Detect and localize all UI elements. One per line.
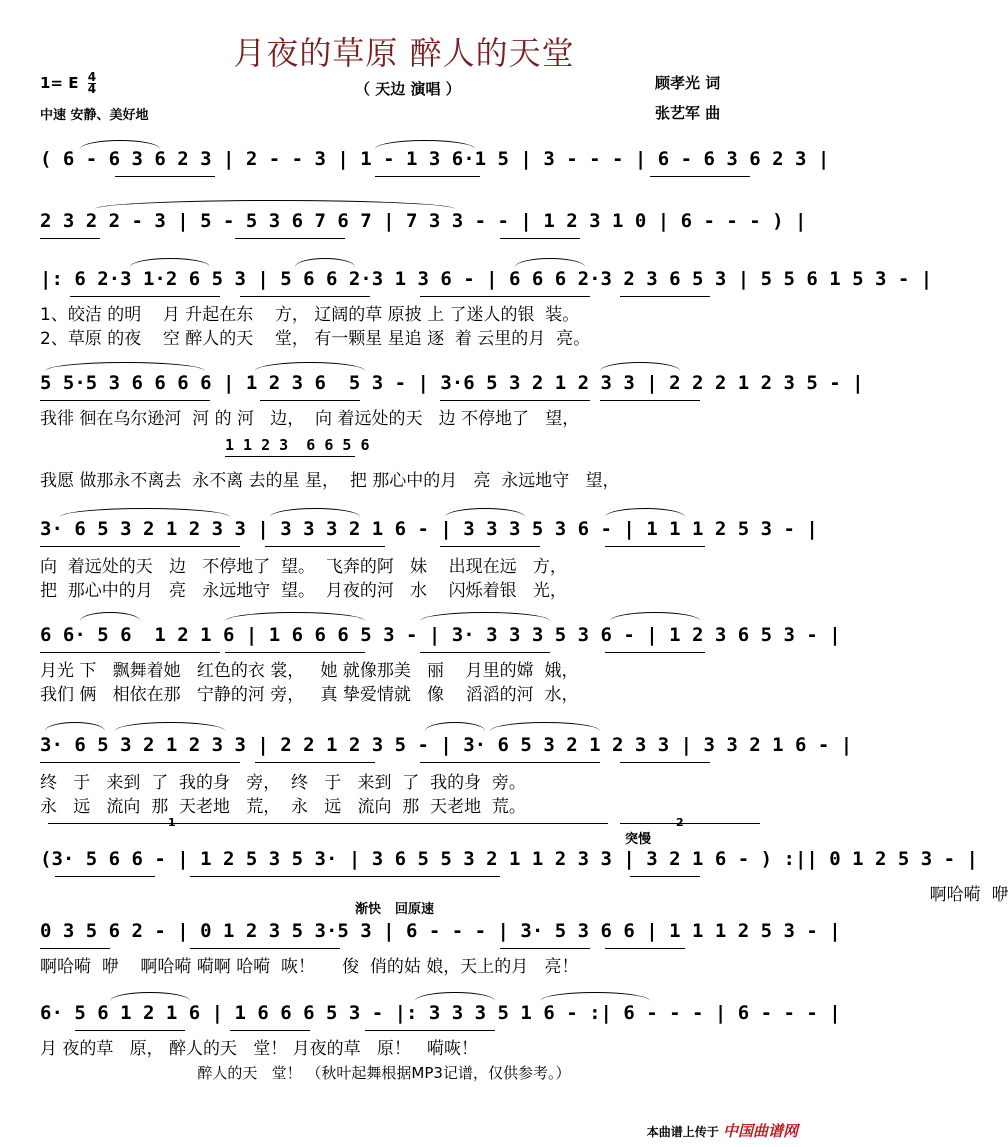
footer (647, 1120, 798, 1141)
lyricist-credit: 顾孝光 词 (655, 74, 721, 92)
lyric-line-8-v1: 终 于 来到 了 我的身 旁， 终 于 来到 了 我的身 旁。 (40, 773, 526, 793)
lyric-line-7-v1: 月光 下 飘舞着她 红色的衣 裳， 她 就像那美 丽 月里的嫦 娥， (40, 661, 579, 681)
tempo-mark-accel: 渐快 (355, 902, 382, 917)
tempo-marking: 中速 安静、美好地 (40, 108, 149, 123)
notation-line-10: 0 3 5 6 2 - | 0 1 2 3 5 3·5 3 | 6 - - - | 3· 5 3 6 6 | 1 1 1 2 5 3 - | (40, 920, 841, 942)
notation-line-1: ( 6 - 6 3 6 2 3 | 2 - - 3 | 1 - 1 3 6·1 5 | 3 - - - | 6 - 6 3 6 2 3 | (40, 148, 830, 170)
time-bottom: 4 (87, 82, 97, 96)
lyric-line-9: 啊哈嗬 咿 (600, 885, 1008, 905)
lyric-line-8-v2: 永 远 流向 那 天老地 荒， 永 远 流向 那 天老地 荒。 (40, 797, 526, 817)
notation-line-7: 6 6· 5 6 1 2 1 6 | 1 6 6 6 5 3 - | 3· 3 3 3 5 3 6 - | 1 2 3 6 5 3 - | (40, 624, 841, 646)
key-signature (40, 72, 96, 95)
lyric-line-10: 啊哈嗬 咿 啊哈嗬 嗬啊 哈嗬 咴！ 俊 俏的姑 娘，天上的月 亮！ (40, 957, 579, 977)
lyric-line-6-v2: 把 那心中的月 亮 永远地守 望。 月夜的河 水 闪烁着银 光， (40, 581, 567, 601)
lyric-line-11-v1: 月 夜的草 原， 醉人的天 堂！ 月夜的草 原！ 嗬咴！ (40, 1039, 479, 1059)
tempo-mark-slow: 突慢 (625, 832, 652, 847)
singer-credit: （ 天边 演唱 ） (355, 80, 461, 98)
notation-line-4: 5 5·5 3 6 6 6 6 | 1 2 3 6 5 3 - | 3·6 5 3 2 1 2 3 3 | 2 2 2 1 2 3 5 - | (40, 372, 864, 394)
song-title: 月夜的草原 醉人的天堂 (233, 34, 575, 72)
composer-credit: 张艺军 曲 (655, 104, 721, 122)
notation-line-2: 2 3 2 2 - 3 | 5 - 5 3 6 7 6 7 | 7 3 3 - - | 1 2 3 1 0 | 6 - - - ) | (40, 210, 807, 232)
notation-line-8: 3· 6 5 3 2 1 2 3 3 | 2 2 1 2 3 5 - | 3· 6 5 3 2 1 2 3 3 | 3 3 2 1 6 - | (40, 734, 853, 756)
notation-line-6: 3· 6 5 3 2 1 2 3 3 | 3 3 3 2 1 6 - | 3 3 3 5 3 6 - | 1 1 1 2 5 3 - | (40, 518, 818, 540)
volta-2-label: 2 (676, 816, 684, 829)
lyric-line-4-v1: 我徘 徊在乌尔逊河 河 的 河 边， 向 着远处的天 边 不停地了 望， (40, 409, 580, 429)
site-logo[interactable]: 中国曲谱网 (722, 1122, 798, 1140)
key-label: 1= E (40, 74, 79, 92)
lyric-line-3-v1: 1、皎洁 的明 月 升起在东 方， 辽阔的草 原披 上 了迷人的银 装。 (40, 305, 580, 325)
lyric-line-7-v2: 我们 俩 相依在那 宁静的河 旁， 真 挚爱情就 像 滔滔的河 水， (40, 685, 579, 705)
volta-1-label: 1 (168, 816, 176, 829)
upload-text: 本曲谱上传于 (646, 1125, 719, 1139)
notation-line-3: |: 6 2·3 1·2 6 5 3 | 5 6 6 2·3 1 3 6 - | 6 6 6 2·3 2 3 6 5 3 | 5 5 6 1 5 3 - | (40, 268, 933, 290)
lyric-line-11-v2: 醉人的天 堂！ （秋叶起舞根据MP3记谱，仅供参考。） (40, 1064, 571, 1082)
time-signature (88, 72, 96, 95)
time-top: 4 (87, 70, 97, 84)
notation-line-5-variant: 1 1 2 3 6 6 5 6 (225, 436, 370, 454)
notation-line-9: (3· 5 6 6 - | 1 2 5 3 5 3· | 3 6 5 5 3 2 1 1 2 3 3 | 3 2 1 6 - ) :|| 0 1 2 5 3 - | (40, 848, 978, 870)
lyric-line-6-v1: 向 着远处的天 边 不停地了 望。 飞奔的阿 妹 出现在远 方， (40, 557, 567, 577)
lyric-line-5-v2: 我愿 做那永不离去 永不离 去的星 星， 把 那心中的月 亮 永远地守 望， (40, 471, 620, 491)
notation-line-11: 6· 5 6 1 2 1 6 | 1 6 6 6 5 3 - |: 3 3 3 5 1 6 - :| 6 - - - | 6 - - - | (40, 1002, 841, 1024)
tempo-mark-atempo: 回原速 (395, 902, 435, 917)
lyric-line-3-v2: 2、草原 的夜 空 醉人的天 堂， 有一颗星 星追 逐 着 云里的月 亮。 (40, 329, 591, 349)
